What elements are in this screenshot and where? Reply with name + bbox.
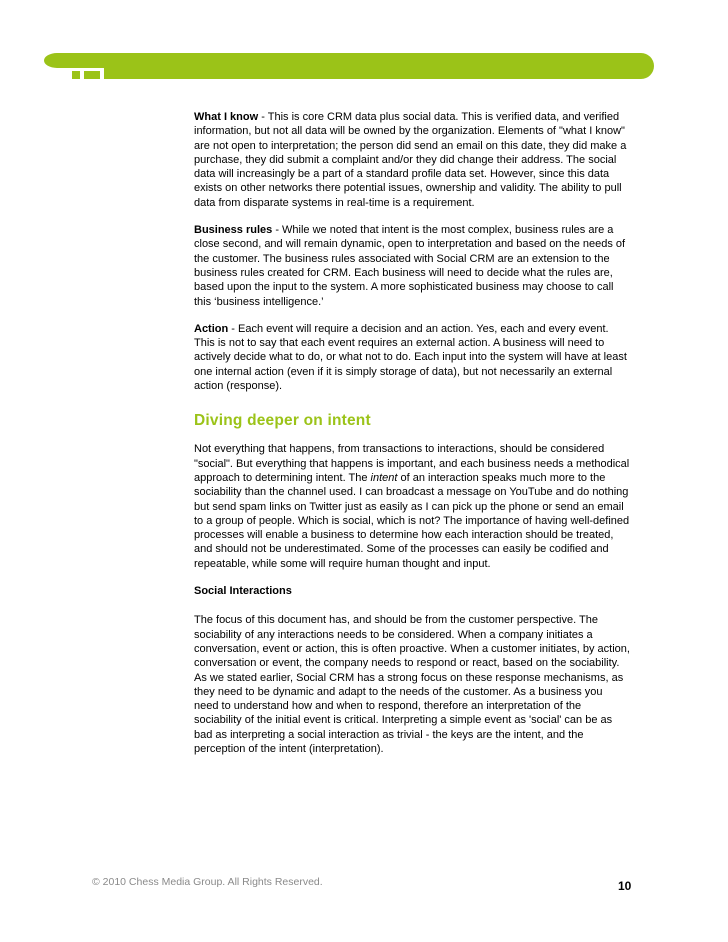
paragraph-intent (194, 442, 630, 571)
term-what-i-know: What I know (194, 111, 259, 123)
main-content (194, 110, 630, 769)
subheading-social-interactions: Social Interactions (194, 585, 292, 598)
footer-copyright: © 2010 Chess Media Group. All Rights Reserved. (92, 876, 323, 888)
intent-text-part1: Not everything that happens, from transactions to interactions, should be considered "social". But everything that happens is important, and each business needs a methodical approach to determining intent. The (194, 443, 630, 484)
term-business-rules: Business rules (194, 224, 273, 237)
section-heading: Diving deeper on intent (194, 412, 371, 430)
intent-italic-word: intent (370, 471, 398, 484)
text-what-i-know: - This is core CRM data plus social data. This is verified data, and verified information, but not all data will be owned by the organization. Elements of "what I know" are not open to interpretation; the person did send an email on this date, they did make a purchase, they did submit a complaint and/or they did change their address. The social data will increasingly be a part of a standard profile data set. However, since this data exists on other networks there potential issues, ownership and validity. The ability to pull data from disparate systems in real-time is a requirement. (194, 111, 627, 209)
header-band-shape (44, 53, 654, 79)
intent-text-part2: of an interaction speaks much more to the sociability than the channel used. I can broadcast a message on YouTube and do nothing but send spam links on Twitter just as easily as I can pick up the phone or send an email to a group of people. Which is social, which is not? The importance of having well-defined processes will enable a business to determine how each interaction should be treated, and should not be underestimated. Some of the processes can easily be codified and repeatable, while some will require human thought and input. (194, 471, 630, 570)
page-number: 10 (618, 879, 632, 893)
paragraph-action (194, 322, 630, 393)
paragraph-business-rules (194, 223, 630, 309)
paragraph-what-i-know (194, 110, 630, 210)
text-business-rules: - While we noted that intent is the most complex, business rules are a close second, and will remain dynamic, open to interpretation and based on the needs of the customer. The business rules associated with Social CRM are an extension to the business rules created for CRM. Each business will need to decide what the rules are, based upon the input to the system. A more sophisticated business may choose to call this ‘business intelligence.’ (194, 224, 626, 308)
header-band (44, 53, 654, 79)
text-action: - Each event will require a decision and an action. Yes, each and every event. This is not to say that each event requires an external action. A business will need to actively decide what to do, or what not to do. Each input into the system will have at least one internal action (even if it is simply storage of data), but not necessarily an external action (response). (194, 322, 627, 393)
paragraph-social-interactions: The focus of this document has, and should be from the customer perspective. The sociability of any interactions needs to be considered. When a company initiates a conversation, event or action, this is often proactive. When a customer initiates, by action, conversation or event, the company needs to respond or react, based on the sociability. As we stated earlier, Social CRM has a strong focus on these response mechanisms, as they need to be dynamic and adapt to the needs of the customer. As a business you need to understand how and when to respond, therefore an interpretation of the sociability of the initial event is critical. Interpreting a simple event as 'social' can be as bad as interpreting a social interaction as trivial - the keys are the intent, and the perception of the intent (interpretation). (194, 614, 630, 755)
term-action: Action (194, 322, 229, 335)
